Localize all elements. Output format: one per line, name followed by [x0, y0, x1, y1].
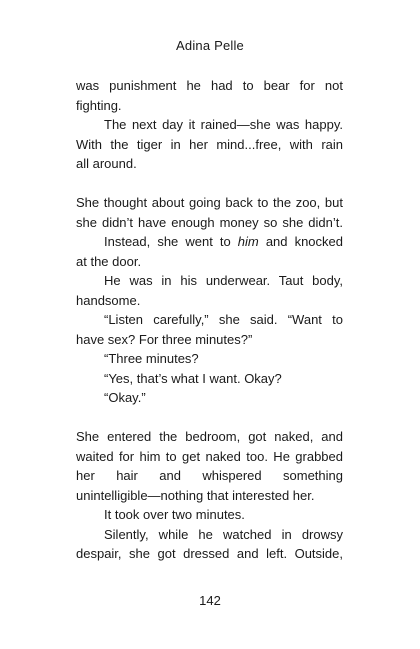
- text-segment: Instead, she went to: [104, 234, 238, 249]
- text-line: With the tiger in her mind...free, with rain: [76, 136, 343, 152]
- text-line: waited for him to get naked too. He grabbed: [76, 448, 343, 464]
- emphasis-him: him: [237, 234, 259, 249]
- page-number: 142: [199, 593, 221, 608]
- text-line: “Okay.”: [104, 390, 146, 405]
- text-line: have sex? For three minutes?”: [76, 331, 253, 347]
- text-line: He was in his underwear. Taut body,: [104, 273, 343, 288]
- text-line: “Listen carefully,” she said. “Want to: [104, 312, 343, 327]
- paragraph-gap: [76, 408, 343, 428]
- running-header-author: Adina Pelle: [176, 38, 244, 53]
- text-line: fighting.: [76, 97, 122, 113]
- body-text: [76, 76, 343, 564]
- text-line: Silently, while he watched in drowsy: [104, 526, 343, 542]
- text-line: “Three minutes?: [104, 351, 199, 366]
- text-line: unintelligible—nothing that interested her.: [76, 487, 315, 503]
- text-line: It took over two minutes.: [104, 507, 245, 522]
- text-line: She thought about going back to the zoo, but: [76, 195, 343, 210]
- text-segment: and knocked: [258, 234, 343, 249]
- text-line: her hair and whispered something: [76, 468, 343, 483]
- text-line: at the door.: [76, 253, 142, 269]
- text-line: was punishment he had to bear for not: [76, 78, 343, 93]
- text-line: she didn’t have enough money so she didn’t.: [76, 214, 343, 230]
- text-line: The next day it rained—she was happy.: [104, 117, 343, 132]
- text-line: She entered the bedroom, got naked, and: [76, 429, 343, 444]
- paragraph-gap: [76, 174, 343, 194]
- text-line: despair, she got dressed and left. Outside,: [76, 546, 343, 561]
- text-line: all around.: [76, 156, 137, 171]
- text-line-with-emphasis: [76, 232, 343, 252]
- text-line: “Yes, that’s what I want. Okay?: [104, 370, 282, 386]
- text-line: handsome.: [76, 292, 141, 308]
